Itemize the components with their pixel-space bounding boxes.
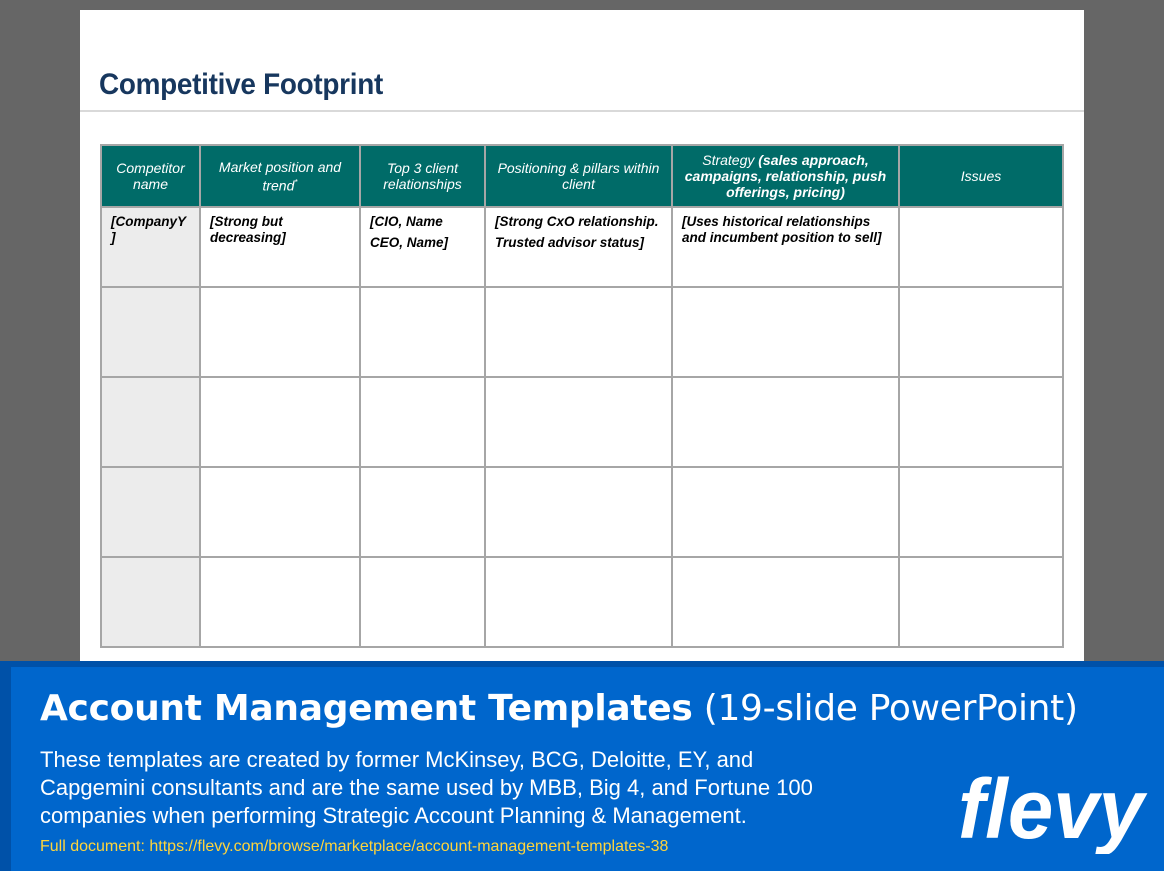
cell-positioning-content: [486, 208, 671, 251]
cell-competitor-text: [CompanyY ]: [111, 214, 186, 245]
banner-title-main: Account Management Templates: [40, 688, 693, 729]
cell-market: [200, 377, 360, 467]
cell-positioning: [485, 287, 672, 377]
cell-market: [200, 557, 360, 647]
header-strategy-detail: (sales approach, campaigns, relationship, push offerings, pricing): [684, 152, 887, 200]
flevy-logo-text: flevy: [958, 762, 1148, 854]
cell-top3: [360, 557, 485, 647]
cell-strategy: [672, 467, 899, 557]
cell-strategy: [672, 377, 899, 467]
cell-issues: [899, 467, 1063, 557]
cell-market-text: [Strong but decreasing]: [210, 214, 286, 245]
slide-title: Competitive Footprint: [99, 68, 383, 101]
header-issues: Issues: [899, 145, 1063, 207]
cell-issues: [899, 287, 1063, 377]
cell-top3: [360, 377, 485, 467]
banner-title: [40, 688, 1078, 729]
cell-issues-text: [900, 208, 1062, 214]
table-row: [101, 287, 1063, 377]
table-row: [101, 377, 1063, 467]
cell-positioning: [485, 207, 672, 287]
header-strategy: [672, 145, 899, 207]
header-strategy-prefix: Strategy: [702, 152, 759, 168]
cell-issues: [899, 377, 1063, 467]
header-top3-relationships: Top 3 client relationships: [360, 145, 485, 207]
cell-positioning-line2: Trusted advisor status]: [495, 235, 645, 250]
cell-strategy: [672, 287, 899, 377]
cell-competitor: [101, 207, 200, 287]
cell-strategy-text: [Uses historical relationships and incumbent position to sell]: [682, 214, 882, 245]
header-positioning: Positioning & pillars within client: [485, 145, 672, 207]
cell-top3-line1: [CIO, Name: [370, 214, 443, 229]
title-divider: [80, 110, 1084, 112]
competitive-footprint-table: [100, 144, 1064, 648]
cell-competitor: [101, 557, 200, 647]
banner-title-sub: (19-slide PowerPoint): [692, 688, 1078, 729]
cell-strategy: [672, 207, 899, 287]
cell-market: [200, 467, 360, 557]
cell-top3: [360, 207, 485, 287]
cell-positioning-line1: [Strong CxO relationship.: [495, 214, 659, 229]
cell-positioning: [485, 467, 672, 557]
cell-top3-content: [361, 208, 484, 251]
table-row: [101, 207, 1063, 287]
cell-strategy: [672, 557, 899, 647]
cell-top3: [360, 287, 485, 377]
cell-positioning: [485, 557, 672, 647]
banner-description: These templates are created by former McKinsey, BCG, Deloitte, EY, and Capgemini consultants and are the same used by MBB, Big 4, and Fortune 100 companies when performing Strategic Account Planning & Management.: [40, 747, 813, 828]
header-market-footnote: *: [294, 177, 298, 187]
full-document-link[interactable]: Full document: https://flevy.com/browse/marketplace/account-management-templates-38: [40, 838, 669, 855]
cell-competitor: [101, 287, 200, 377]
header-market-position: [200, 145, 360, 207]
cell-competitor: [101, 377, 200, 467]
cell-top3: [360, 467, 485, 557]
cell-market: [200, 207, 360, 287]
banner-left-stripe: [0, 667, 11, 871]
header-competitor-name: Competitor name: [101, 145, 200, 207]
cell-positioning: [485, 377, 672, 467]
cell-market: [200, 287, 360, 377]
table-row: [101, 467, 1063, 557]
cell-top3-line2: CEO, Name]: [370, 235, 449, 250]
flevy-logo[interactable]: [956, 758, 1148, 854]
cell-issues: [899, 557, 1063, 647]
cell-competitor: [101, 467, 200, 557]
header-row: [101, 145, 1063, 207]
slide: [80, 10, 1084, 665]
table-row: [101, 557, 1063, 647]
cell-issues: [899, 207, 1063, 287]
header-market-text: Market position and trend: [218, 158, 342, 194]
